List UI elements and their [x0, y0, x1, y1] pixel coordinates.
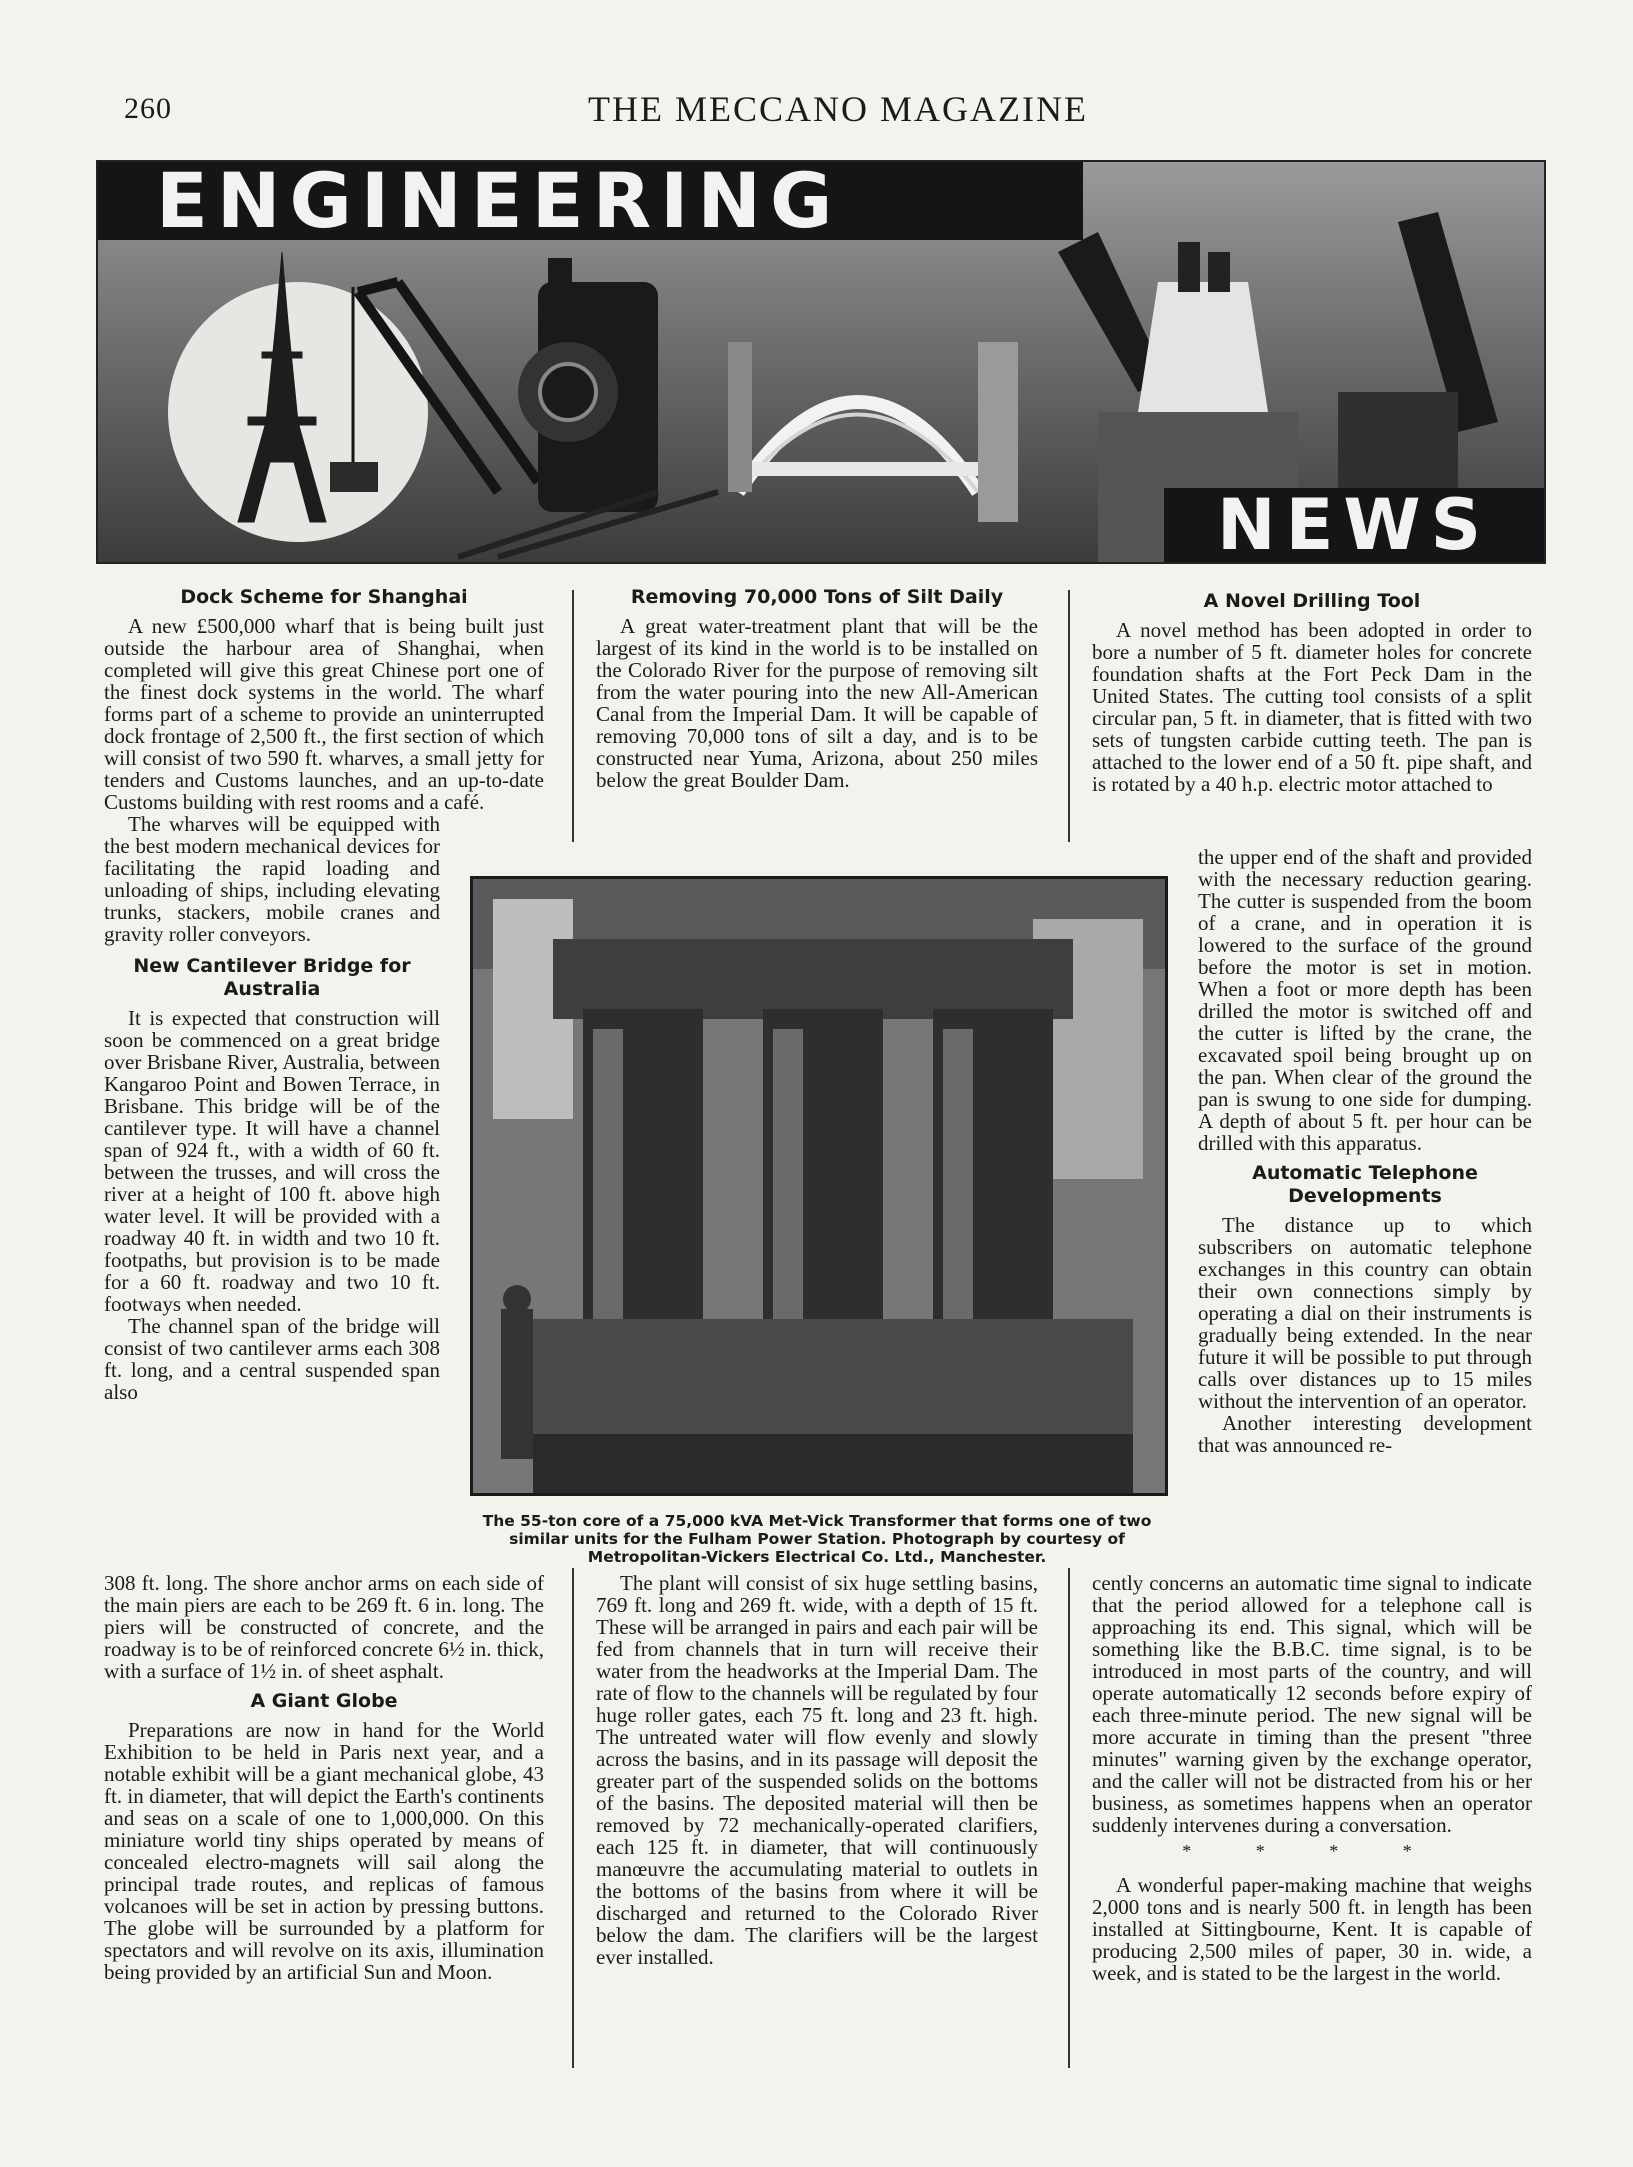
article-paragraph: The channel span of the bridge will consist of two cantilever arms each 308 ft. long, and a central suspended span also — [104, 1314, 440, 1404]
column-rule-right-lower — [1068, 1568, 1070, 2068]
article-paragraph: cently concerns an automatic time signal to indicate that the period allowed for a telephone call is approaching its end. This signal, which will be something like the B.B.C. time signal, is to be introduced in most parts of the country, and will operate automatically 12 seconds before expiry of each three-minute period. The new signal will be more accurate in timing than the present "three minutes" warning given by the exchange operator, and the caller will not be distracted from his or her business, as sometimes happens when an operator suddenly intervenes during a conversation. — [1092, 1571, 1532, 1837]
article-paragraph: A novel method has been adopted in order to bore a number of 5 ft. diameter holes for concrete foundation shafts at the Fort Peck Dam in the United States. The cutting tool consists of a split circular pan, 5 ft. in diameter, that is fitted with two sets of tungsten carbide cutting teeth. The pan is attached to the lower end of a 50 ft. pipe shaft, and is rotated by a 40 h.p. electric motor attached to — [1092, 618, 1532, 796]
article-paragraph: The distance up to which subscribers on automatic telephone exchanges in this country can obtain their own connections simply by operating a dial on their instruments is gradually being extended. In the near future it will be possible to put through calls over distances up to 15 miles without the intervention of an operator. — [1198, 1213, 1532, 1413]
article-paragraph: A wonderful paper-making machine that weighs 2,000 tons and is nearly 500 ft. in length has been installed at Sittingbourne, Kent. It is capable of producing 2,500 miles of paper, 30 in. wide, a week, and is stated to be the largest in the world. — [1092, 1873, 1532, 1985]
article-paragraph: The plant will consist of six huge settling basins, 769 ft. long and 269 ft. wide, with a depth of 15 ft. These will be arranged in pairs and each pair will be fed from channels that in turn will receive their water from the headworks at the Imperial Dam. The rate of flow to the channels will be regulated by four huge roller gates, each 75 ft. long and 23 ft. high. The untreated water will flow evenly and slowly across the basins, and in its passage will deposit the greater part of the suspended solids on the bottoms of the basins. The deposited material will then be removed by 72 mechanically-operated clarifiers, each 125 ft. in diameter, that will continuously manœuvre the accumulating material to outlets in the bottoms of the basins from where it will be discharged and returned to the Colorado River below the dam. The clarifiers will be the largest ever installed. — [596, 1571, 1039, 1969]
article-paragraph: The wharves will be equipped with the best modern mechanical devices for facilitating the rapid loading and unloading of ships, including elevating trunks, stackers, mobile cranes and gravity roller conveyors. — [104, 812, 440, 946]
transformer-image — [473, 879, 1165, 1493]
column-rule-left-lower — [572, 1568, 574, 2068]
article-paragraph: A new £500,000 wharf that is being built just outside the harbour area of Shanghai, when completed will give this great Chinese port one of the finest dock systems in the world. The wharf forms part of a scheme to provide an uninterrupted dock frontage of 2,500 ft., the first section of which will consist of two 590 ft. wharves, a small jetty for tenders and Customs launches, and an up-to-date Customs building with rest rooms and a café. — [104, 614, 544, 814]
article-heading: A Giant Globe — [250, 1690, 398, 1712]
article-paragraph: A great water-treatment plant that will be the largest of its kind in the world is to be installed on the Colorado River for the purpose of removing silt from the water pouring into the new All-American Canal from the Imperial Dam. It will be capable of removing 70,000 tons of silt a day, and is to be constructed near Yuma, Arizona, about 250 miles below the great Boulder Dam. — [596, 614, 1038, 792]
article-paragraph: the upper end of the shaft and provided with the necessary reduction gearing. The cutter is suspended from the boom of a crane, and in operation it is lowered to the surface of the ground before the motor is set in motion. When a foot or more depth has been drilled the motor is switched off and the cutter is lifted by the crane, the excavated spoil being brought up on the pan. When clear of the ground the pan is swung to one side for dumping. A depth of about 5 ft. per hour can be drilled with this apparatus. — [1198, 845, 1532, 1155]
article-heading: Automatic Telephone Developments — [1252, 1162, 1478, 1207]
article-heading: Removing 70,000 Tons of Silt Daily — [630, 586, 1004, 608]
banner-title: ENGINEERING — [98, 162, 1083, 240]
left-column-lower — [104, 1572, 544, 1983]
transformer-photo — [470, 876, 1168, 1496]
article-paragraph: Another interesting development that was announced re- — [1198, 1411, 1532, 1457]
photo-caption: The 55-ton core of a 75,000 kVA Met-Vick Transformer that forms one of two similar units for the Fulham Power Station. Photograph by courtesy of Metropolitan-Vickers Electrical Co. Ltd., Manchester. — [482, 1512, 1152, 1566]
right-column — [1092, 590, 1532, 795]
article-heading: Dock Scheme for Shanghai — [180, 586, 468, 608]
column-rule-left — [572, 590, 574, 842]
right-column-narrow — [1198, 846, 1532, 1456]
article-paragraph: Preparations are now in hand for the World Exhibition to be held in Paris next year, and a notable exhibit will be a giant mechanical globe, 43 ft. in diameter, that will depict the Earth's continents and seas on a scale of one to 1,000,000. On this miniature world tiny ships operated by means of concealed electro-magnets will sail along the principal trade routes, and replicas of famous volcanoes will be set in action by pressing buttons. The globe will be surrounded by a platform for spectators and will revolve on its axis, illumination being provided by an artificial Sun and Moon. — [104, 1718, 544, 1984]
middle-column-lower — [596, 1572, 1038, 1968]
banner-subtitle: NEWS — [1164, 488, 1544, 562]
article-heading: A Novel Drilling Tool — [1203, 590, 1421, 612]
article-heading: New Cantilever Bridge for Australia — [133, 955, 411, 1000]
column-rule-right — [1068, 590, 1070, 842]
right-column-lower — [1092, 1572, 1532, 1984]
article-paragraph: It is expected that construction will soon be commenced on a great bridge over Brisbane River, Australia, between Kangaroo Point and Bowen Terrace, in Brisbane. This bridge will be of the cantilever type. It will have a channel span of 924 ft., with a width of 60 ft. between the trusses, and will cross the river at a height of 100 ft. above high water level. It will be provided with a roadway 40 ft. in width and two 10 ft. footpaths, but provision is to be made for a 60 ft. roadway and two 10 ft. footways when needed. — [104, 1006, 440, 1316]
middle-column — [596, 586, 1038, 791]
left-column — [104, 586, 544, 1404]
page-number: 260 — [124, 92, 172, 125]
magazine-title: THE MECCANO MAGAZINE — [588, 89, 1088, 129]
article-paragraph: 308 ft. long. The shore anchor arms on each side of the main piers are each to be 269 ft. 6 in. long. The piers will be constructed of concrete, and the roadway is to be of reinforced concrete 6½ in. thick, with a surface of 1½ in. of sheet asphalt. — [104, 1571, 544, 1683]
engineering-news-banner — [96, 160, 1546, 564]
section-separator: * * * * — [1182, 1841, 1442, 1861]
